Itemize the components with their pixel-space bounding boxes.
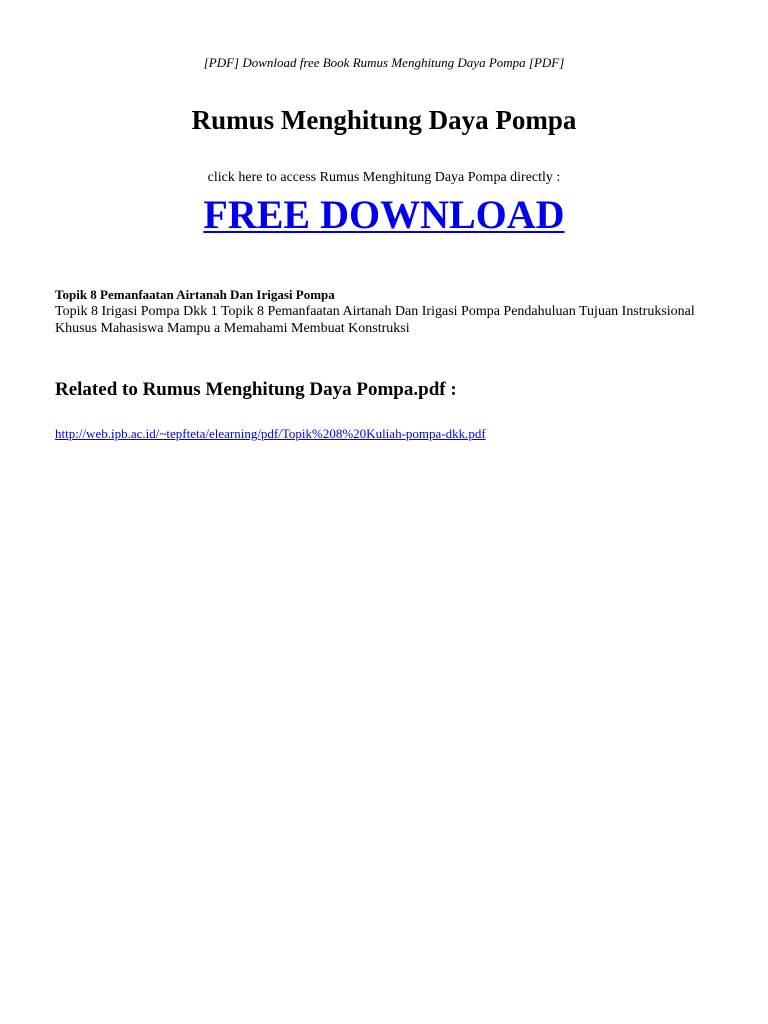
related-link[interactable]: http://web.ipb.ac.id/~tepfteta/elearning/pdf/Topik%208%20Kuliah-pompa-dkk.pdf (55, 426, 486, 441)
document-header: [PDF] Download free Book Rumus Menghitung Daya Pompa [PDF] (203, 55, 565, 70)
book-entry (55, 286, 725, 337)
access-instruction: click here to access Rumus Menghitung Daya Pompa directly : (207, 170, 561, 185)
page-title: Rumus Menghitung Daya Pompa (191, 105, 577, 135)
free-download-link[interactable]: FREE DOWNLOAD (203, 192, 565, 237)
download-section (0, 191, 768, 239)
entry-title: Topik 8 Pemanfaatan Airtanah Dan Irigasi Pompa (55, 287, 335, 302)
related-heading: Related to Rumus Menghitung Daya Pompa.pdf : (55, 379, 457, 400)
entry-description: Topik 8 Irigasi Pompa Dkk 1 Topik 8 Pemanfaatan Airtanah Dan Irigasi Pompa Pendahuluan Tujuan Instruksional Khusus Mahasiswa Mampu a Memahami Membuat Konstruksi (55, 304, 695, 336)
